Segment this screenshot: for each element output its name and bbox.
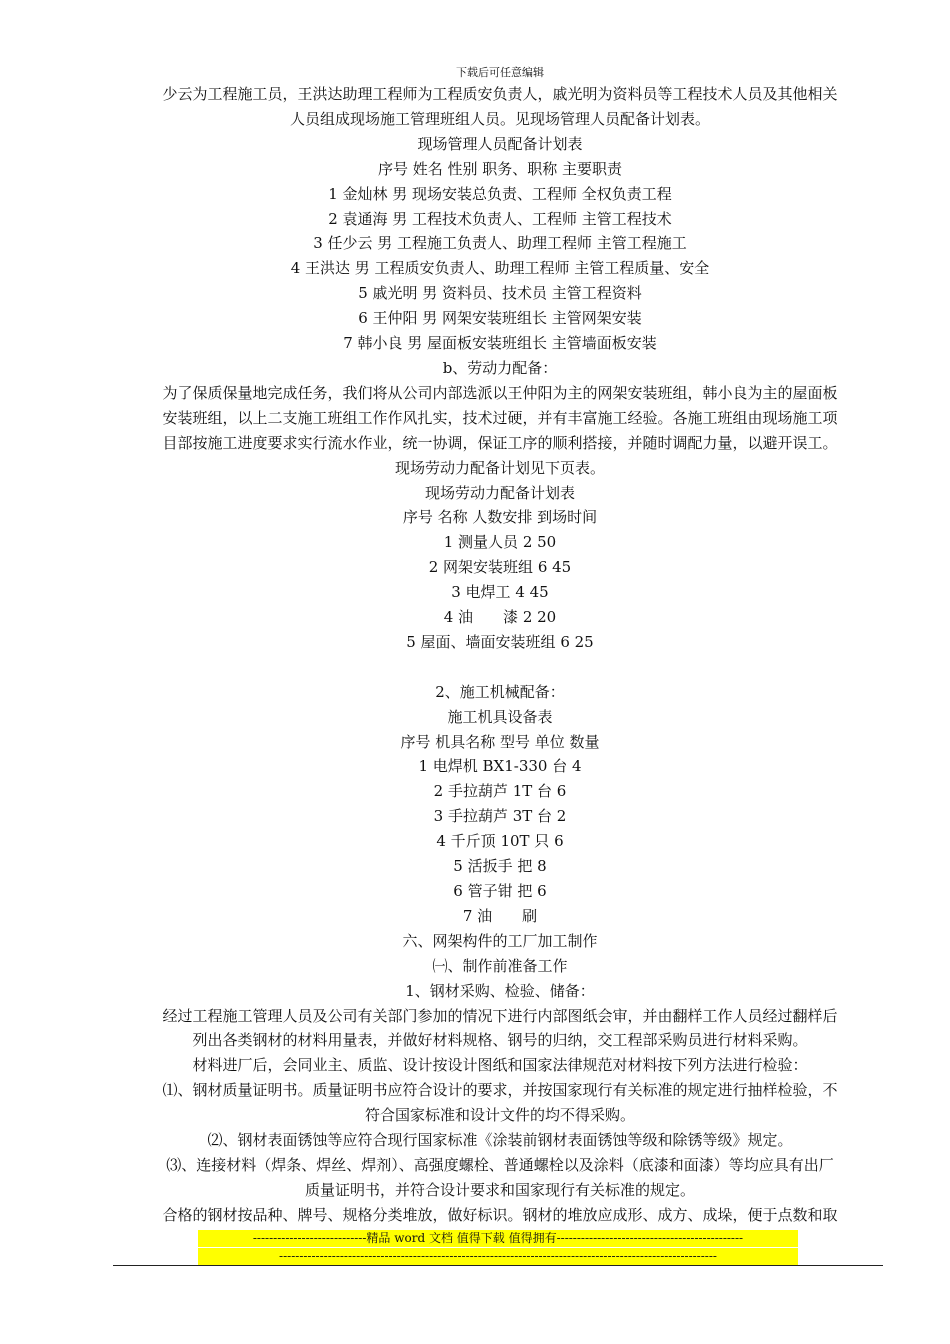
text-line: 现场劳动力配备计划见下页表。 bbox=[394, 458, 605, 477]
document-page bbox=[120, 64, 880, 1228]
text-line: 6 王仲阳 男 网架安装班组长 主管网架安装 bbox=[358, 309, 642, 328]
document-body bbox=[120, 82, 880, 1228]
text-line: 目部按施工进度要求实行流水作业，统一协调，保证工序的顺利搭接，并随时调配力量，以避开误工。 bbox=[162, 433, 838, 452]
text-line: 列出各类钢材的材料用量表，并做好材料规格、钢号的归纳，交工程部采购员进行材料采购。 bbox=[192, 1031, 808, 1050]
text-line: 经过工程施工管理人员及公司有关部门参加的情况下进行内部图纸会审，并由翻样工作人员经过翻样后 bbox=[162, 1006, 838, 1025]
text-line: ㈠、制作前准备工作 bbox=[432, 956, 568, 975]
text-line: 序号 名称 人数安排 到场时间 bbox=[402, 508, 598, 527]
text-line: 符合国家标准和设计文件的均不得采购。 bbox=[364, 1106, 635, 1125]
text-line: b、劳动力配备： bbox=[442, 358, 558, 377]
text-line: 1 测量人员 2 50 bbox=[443, 533, 557, 552]
text-line: 1、钢材采购、检验、储备： bbox=[405, 981, 595, 1000]
text-line: 1 电焊机 BX1-330 台 4 bbox=[418, 757, 582, 776]
text-line: 5 戚光明 男 资料员、技术员 主管工程资料 bbox=[358, 284, 642, 303]
text-line: 2、施工机械配备： bbox=[435, 682, 565, 701]
text-line: ⑴、钢材质量证明书。质量证明书应符合设计的要求，并按国家现行有关标准的规定进行抽样检验，不 bbox=[162, 1081, 838, 1100]
text-line: 2 袁通海 男 工程技术负责人、工程师 主管工程技术 bbox=[328, 209, 672, 228]
text-line: 少云为工程施工员，王洪达助理工程师为工程质安负责人，戚光明为资料员等工程技术人员及其他相关 bbox=[162, 85, 838, 103]
text-line: 3 任少云 男 工程施工负责人、助理工程师 主管工程施工 bbox=[313, 234, 687, 253]
text-line: ⑵、钢材表面锈蚀等应符合现行国家标准《涂装前钢材表面锈蚀等级和除锈等级》规定。 bbox=[207, 1131, 793, 1150]
text-line: 人员组成现场施工管理班组人员。见现场管理人员配备计划表。 bbox=[289, 109, 710, 128]
text-line: 5 屋面、墙面安装班组 6 25 bbox=[406, 632, 594, 651]
page-header: 下载后可任意编辑 bbox=[456, 66, 544, 79]
text-line: 7 油 刷 bbox=[462, 906, 538, 925]
text-line: 3 手拉葫芦 3T 台 2 bbox=[433, 807, 567, 826]
text-line: 6 管子钳 把 6 bbox=[453, 881, 547, 900]
text-line: 现场劳动力配备计划表 bbox=[424, 483, 575, 502]
blank-line bbox=[120, 655, 880, 680]
footer-banner: ----------------------------精品 word 文档 值得下载 值得拥有---------------------------------------------- bbox=[198, 1230, 798, 1247]
text-line: 4 王洪达 男 工程质安负责人、助理工程师 主管工程质量、安全 bbox=[290, 259, 710, 278]
text-line: 5 活扳手 把 8 bbox=[453, 857, 547, 876]
text-line: 1 金灿林 男 现场安装总负责、工程师 全权负责工程 bbox=[328, 184, 672, 203]
text-line: 现场管理人员配备计划表 bbox=[417, 134, 583, 153]
text-line: 3 电焊工 4 45 bbox=[451, 583, 549, 602]
text-line: 施工机具设备表 bbox=[447, 707, 553, 726]
footer-banner-dashes: ------------------------------------------------------------------------------------------------------------ bbox=[198, 1248, 798, 1265]
text-line: 为了保质保量地完成任务，我们将从公司内部选派以王仲阳为主的网架安装班组，韩小良为主的屋面板 bbox=[162, 383, 838, 402]
text-line: 4 油 漆 2 20 bbox=[443, 608, 557, 627]
text-line: 4 千斤顶 10T 只 6 bbox=[436, 832, 564, 851]
footer-rule bbox=[113, 1265, 883, 1266]
text-line: 2 网架安装班组 6 45 bbox=[428, 558, 572, 577]
text-line: 序号 机具名称 型号 单位 数量 bbox=[400, 732, 600, 751]
text-line: 合格的钢材按品种、牌号、规格分类堆放，做好标识。钢材的堆放应成形、成方、成垛，便于点数和取 bbox=[162, 1205, 838, 1224]
text-line: 安装班组，以上二支施工班组工作作风扎实，技术过硬，并有丰富施工经验。各施工班组由现场施工项 bbox=[162, 408, 838, 427]
text-line: 材料进厂后，会同业主、质监、设计按设计图纸和国家法律规范对材料按下列方法进行检验： bbox=[192, 1056, 808, 1075]
text-line: 7 韩小良 男 屋面板安装班组长 主管墙面板安装 bbox=[343, 334, 657, 353]
text-line: 2 手拉葫芦 1T 台 6 bbox=[433, 782, 567, 801]
text-line: ⑶、连接材料（焊条、焊丝、焊剂）、高强度螺栓、普通螺栓以及涂料（底漆和面漆）等均应具有出厂 bbox=[166, 1155, 834, 1174]
text-line: 序号 姓名 性别 职务、职称 主要职责 bbox=[377, 159, 623, 178]
text-line: 六、网架构件的工厂加工制作 bbox=[402, 931, 598, 950]
text-line: 质量证明书，并符合设计要求和国家现行有关标准的规定。 bbox=[304, 1180, 695, 1199]
